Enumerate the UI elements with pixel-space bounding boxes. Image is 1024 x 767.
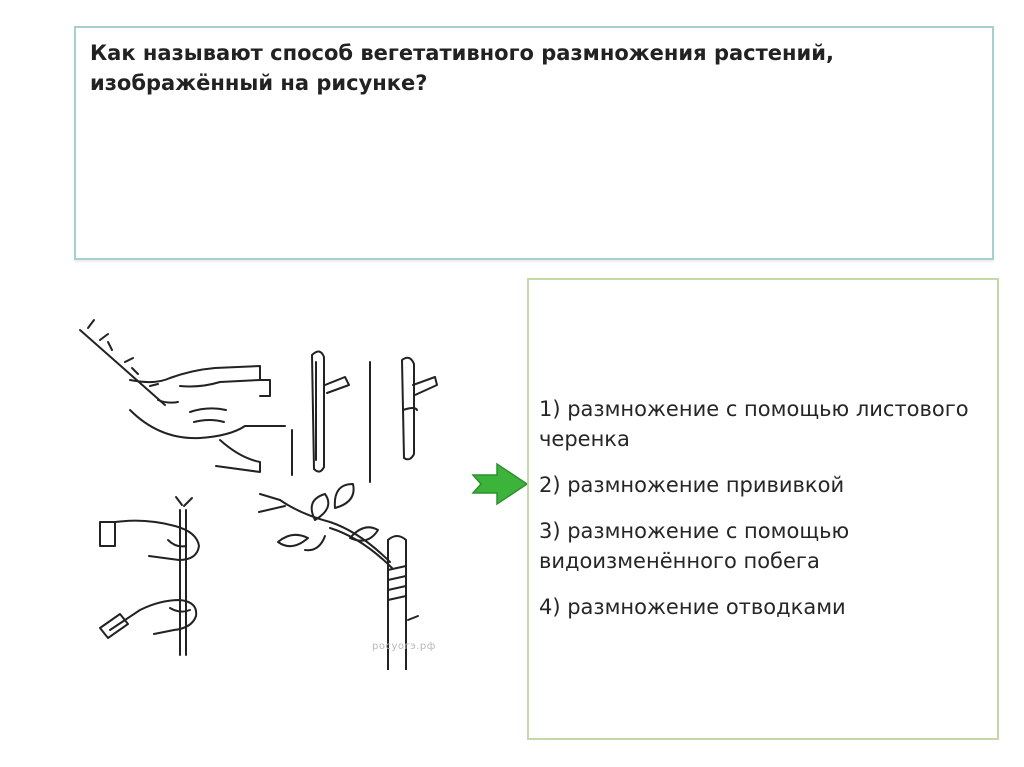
answers-list (539, 394, 983, 638)
answer-option-3[interactable]: 3) размножение с помощью видоизменённого побега (539, 519, 850, 573)
answer-option-2[interactable]: 2) размножение прививкой (539, 473, 845, 497)
grafting-illustration (70, 300, 480, 670)
answers-box (527, 278, 999, 740)
watermark: рoсуогэ.рф (372, 641, 436, 652)
grafting-drawing (70, 300, 480, 670)
arrow-right-icon (471, 462, 529, 506)
question-box (74, 26, 994, 260)
question-text: Как называют способ вегетативного размножения растений, изображённый на рисунке? (90, 41, 834, 95)
answer-option-4[interactable]: 4) размножение отводками (539, 595, 846, 619)
answer-option-1[interactable]: 1) размножение с помощью листового черенка (539, 397, 969, 451)
